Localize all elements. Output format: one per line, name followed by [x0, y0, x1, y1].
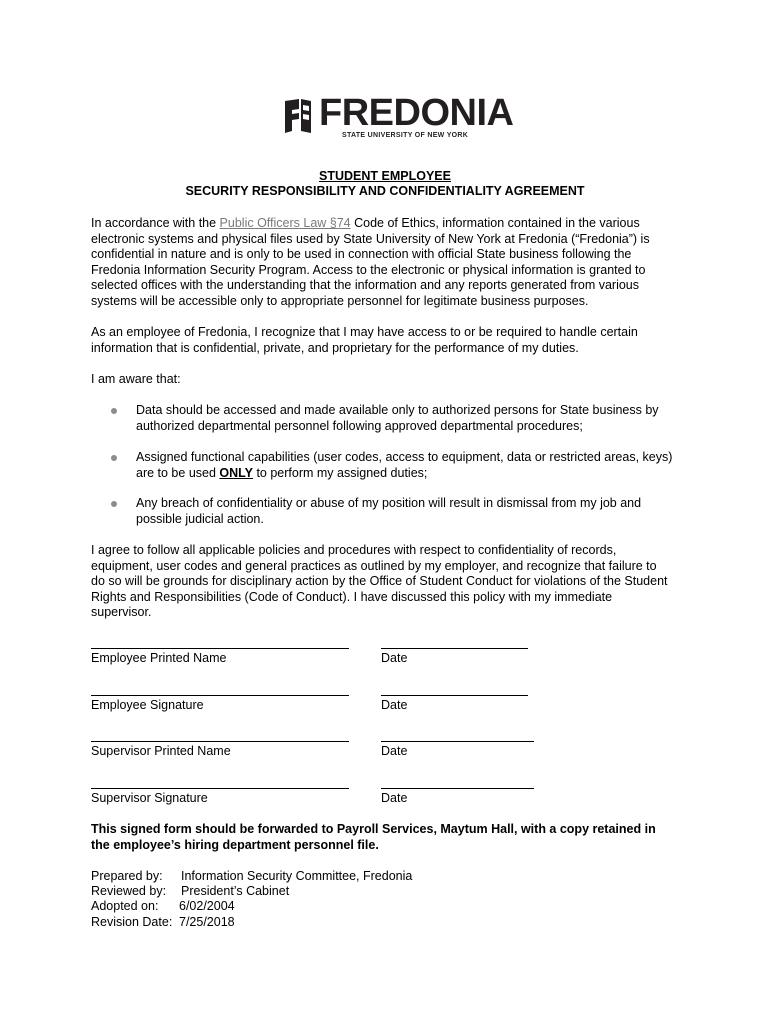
date-label: Date	[381, 744, 408, 758]
bullet-dot-icon	[111, 501, 117, 507]
public-officers-law-link[interactable]: Public Officers Law §74	[219, 216, 351, 230]
bullet-line-post: to perform my assigned duties;	[252, 465, 428, 480]
intro-line-1	[91, 216, 691, 232]
agreement-line: equipment, user codes and general practices as outlined by my employer, and recognize that failure to	[91, 558, 657, 573]
employee-signature-line[interactable]	[91, 695, 349, 696]
supervisor-printed-name-line[interactable]	[91, 741, 349, 742]
intro-line: Fredonia Information Security Program. Access to the electronic or physical information is granted to	[91, 262, 646, 277]
bullet-text	[136, 450, 696, 481]
bullet-dot-icon	[111, 408, 117, 414]
recognition-paragraph	[91, 325, 691, 356]
logo-subtitle: STATE UNIVERSITY OF NEW YORK	[342, 132, 469, 139]
employee-signature-date-line[interactable]	[381, 695, 528, 696]
aware-heading: I am aware that:	[91, 372, 181, 386]
supervisor-printed-date-line[interactable]	[381, 741, 534, 742]
fredonia-logo	[283, 92, 514, 145]
supervisor-signature-date-line[interactable]	[381, 788, 534, 789]
employee-printed-date-line[interactable]	[381, 648, 528, 649]
bullet-dot-icon	[111, 455, 117, 461]
reviewed-by-label: Reviewed by:	[91, 884, 167, 898]
bullet-line-pre: are to be used	[136, 465, 220, 480]
adopted-on-label: Adopted on:	[91, 899, 159, 913]
date-label: Date	[381, 698, 408, 712]
bullet-line	[136, 466, 696, 482]
adopted-on-value: 6/02/2004	[179, 899, 235, 913]
supervisor-signature-label: Supervisor Signature	[91, 791, 208, 805]
employee-printed-name-line[interactable]	[91, 648, 349, 649]
bullet-line: authorized departmental personnel following approved departmental procedures;	[136, 418, 583, 433]
prepared-by-label: Prepared by:	[91, 869, 163, 883]
bullet-text	[136, 496, 696, 527]
date-label: Date	[381, 651, 408, 665]
date-label: Date	[381, 791, 408, 805]
only-emphasis: ONLY	[219, 465, 253, 480]
intro-line: electronic systems and physical files used by State University of New York at Fredonia (“Fredonia”) is	[91, 231, 650, 246]
document-title: STUDENT EMPLOYEE	[319, 169, 451, 183]
intro-lead-text: In accordance with the	[91, 216, 220, 230]
revision-date-label: Revision Date:	[91, 915, 173, 929]
bullet-text	[136, 403, 696, 434]
revision-date-value: 7/25/2018	[179, 915, 235, 929]
routing-note	[91, 822, 691, 853]
intro-rest-text: Code of Ethics, information contained in the various	[350, 216, 640, 230]
bullet-line: Any breach of confidentiality or abuse of my position will result in dismissal from my job and	[136, 496, 642, 510]
prepared-by-value: Information Security Committee, Fredonia	[181, 869, 413, 883]
bullet-line: Data should be accessed and made available only to authorized persons for State business by	[136, 403, 659, 417]
supervisor-signature-line[interactable]	[91, 788, 349, 789]
employee-signature-label: Employee Signature	[91, 698, 204, 712]
recognition-line: information that is confidential, private, and proprietary for the performance of my duties.	[91, 340, 579, 355]
agreement-line: do so will be grounds for disciplinary action by the Office of Student Conduct for violations of the Student	[91, 574, 668, 589]
document-subtitle: SECURITY RESPONSIBILITY AND CONFIDENTIALITY AGREEMENT	[185, 184, 585, 198]
supervisor-printed-name-label: Supervisor Printed Name	[91, 744, 231, 758]
bullet-line: Assigned functional capabilities (user codes, access to equipment, data or restricted areas, keys)	[136, 450, 673, 464]
agreement-line: I agree to follow all applicable policies and procedures with respect to confidentiality of records,	[91, 543, 617, 557]
employee-printed-name-label: Employee Printed Name	[91, 651, 227, 665]
intro-line: systems will be accessible only to appropriate personnel for legitimate business purposes.	[91, 293, 589, 308]
logo-wordmark: FREDONIA	[319, 92, 514, 134]
intro-line: selected offices with the understanding that the information and any reports generated from various	[91, 278, 640, 293]
agreement-paragraph	[91, 543, 691, 621]
reviewed-by-value: President’s Cabinet	[181, 884, 290, 898]
agreement-line: supervisor.	[91, 605, 152, 620]
fredonia-shield-icon	[283, 99, 313, 133]
intro-line: confidential in nature and is only to be used in connection with official State business following the	[91, 247, 632, 262]
recognition-line: As an employee of Fredonia, I recognize that I may have access to or be required to handle certain	[91, 325, 638, 339]
routing-note-line: This signed form should be forwarded to Payroll Services, Maytum Hall, with a copy retained in	[91, 822, 656, 836]
bullet-line: possible judicial action.	[136, 511, 264, 526]
routing-note-line: the employee’s hiring department personnel file.	[91, 837, 379, 852]
agreement-line: Rights and Responsibilities (Code of Conduct). I have discussed this policy with my immediate	[91, 589, 613, 604]
intro-paragraph	[91, 216, 691, 310]
